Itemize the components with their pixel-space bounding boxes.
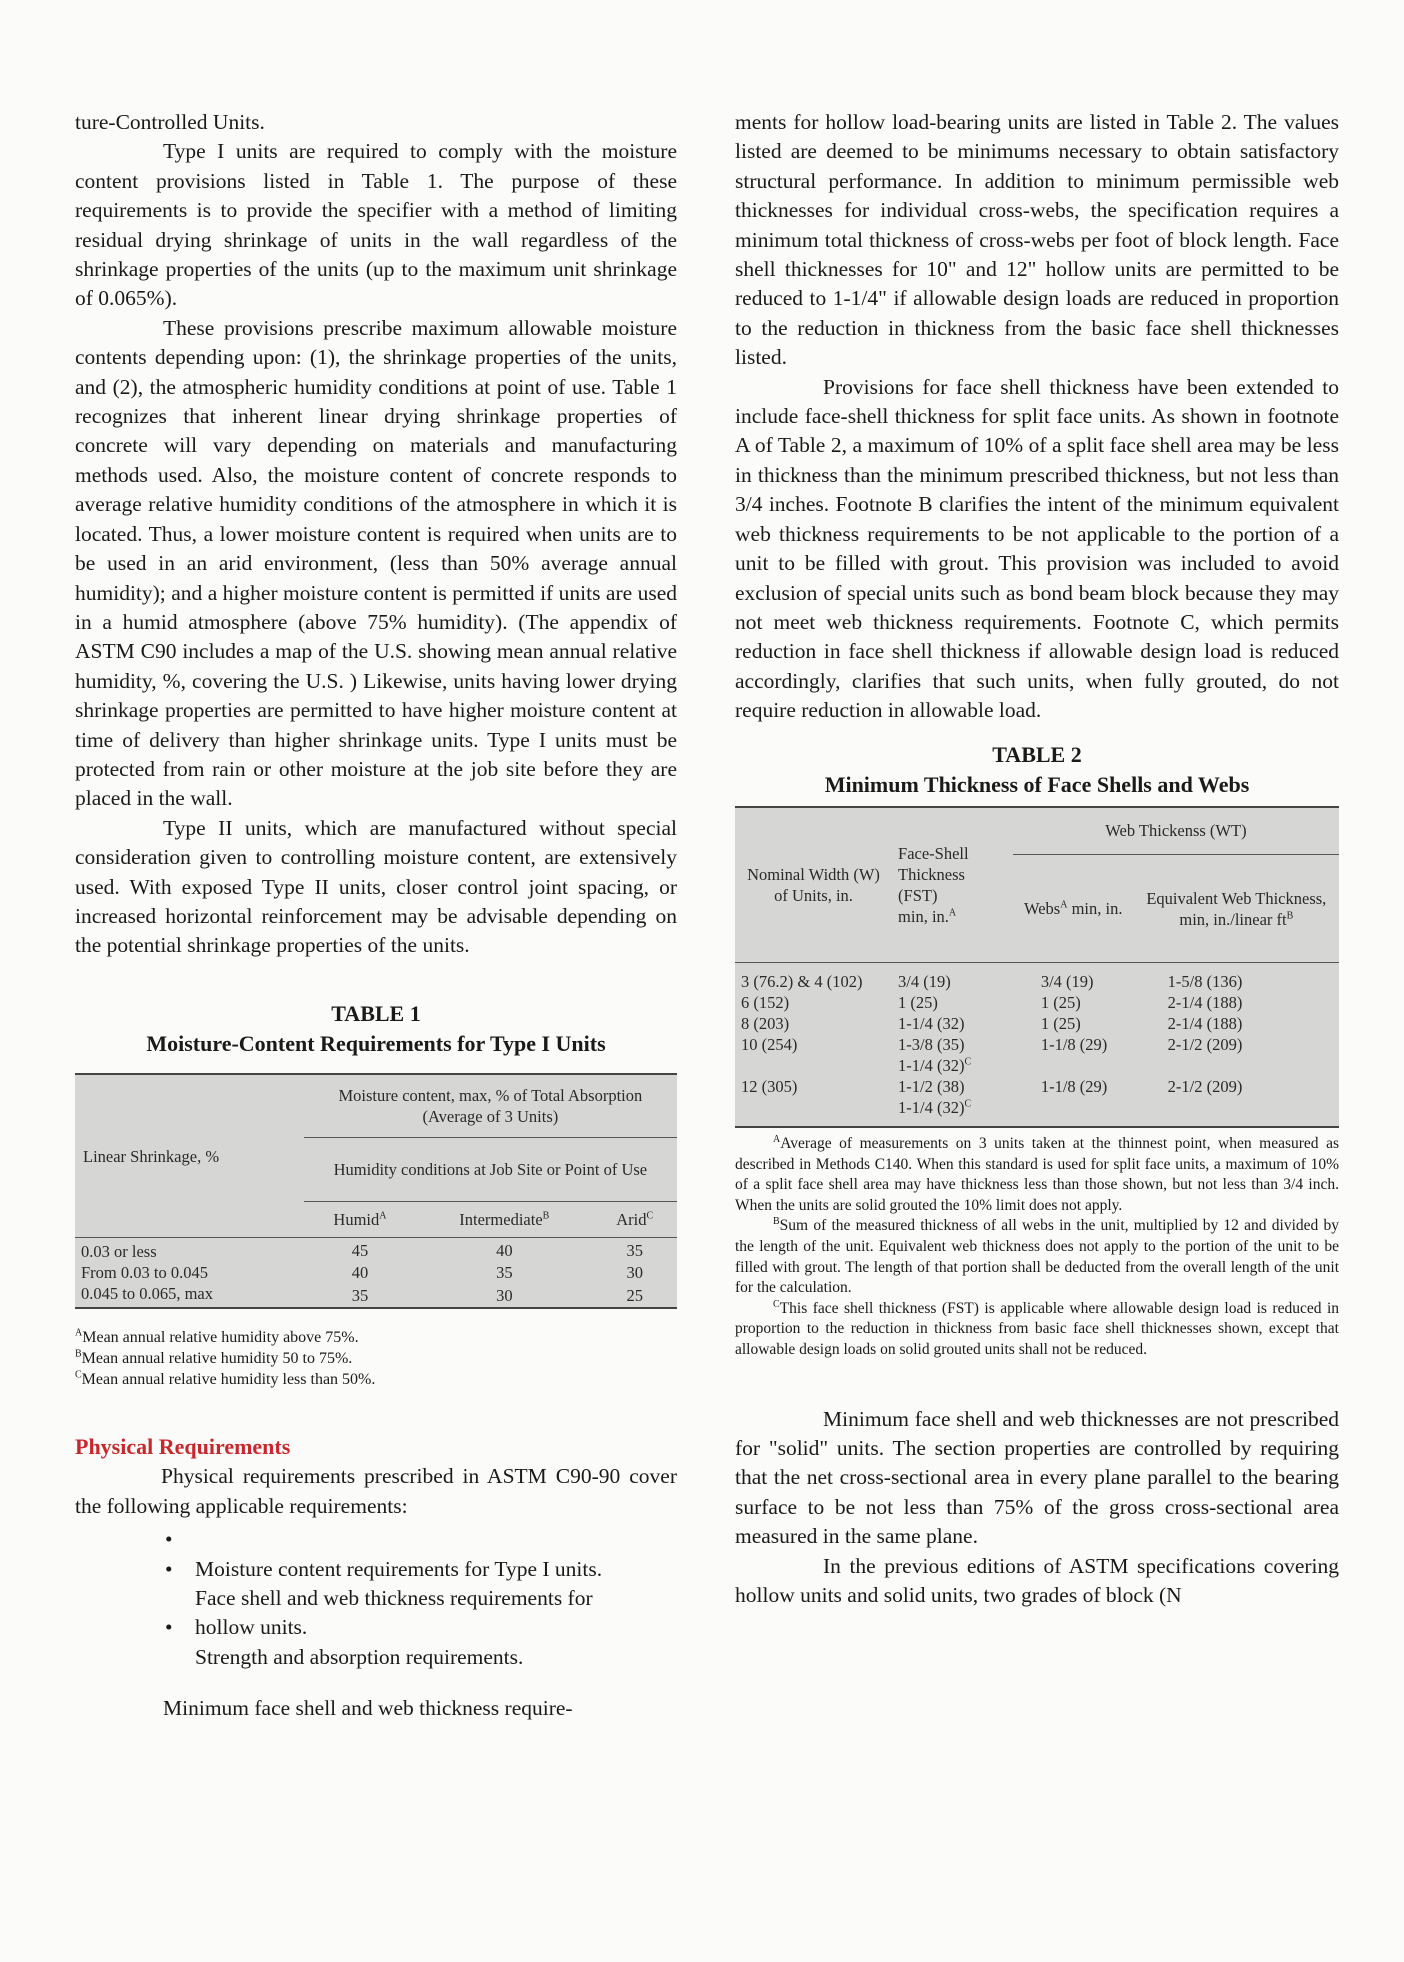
table2 xyxy=(735,806,1339,1129)
table-row xyxy=(735,1034,1339,1076)
table-cell: 1-1/2 (38) 1-1/4 $(32)^C$ xyxy=(898,1077,972,1118)
table-row xyxy=(735,1013,1339,1034)
table-row xyxy=(735,992,1339,1013)
table1-footnotes xyxy=(75,1327,677,1390)
table1-group2: Humidity conditions at Job Site or Point of Use xyxy=(304,1138,677,1202)
table-cell: 0.03 or less xyxy=(81,1242,157,1262)
list-item: • xyxy=(165,1527,173,1552)
paragraph: ments for hollow load-bearing units are listed in Table 2. The values listed are deemed to be minimums necessary to obtain satisfactory structural performance. In addition to minimum permissible web thicknesses for individual cross-webs, the specification requires a minimum total thickness of cross-webs per foot of block length. Face shell thicknesses for 10" and 12" hollow units are permitted to be reduced to 1-1/4" if allowable design loads are reduced in proportion to the reduction in thickness from the basic face shell thicknesses listed. xyxy=(735,110,1339,370)
paragraph: In the previous editions of ASTM specifications covering hollow units and solid units, two grades of block (N xyxy=(735,1553,1339,1607)
table-row xyxy=(735,963,1339,993)
bullet-list xyxy=(75,1525,677,1672)
table-cell: 40 xyxy=(496,1240,513,1260)
table-cell: 3/4 (19) xyxy=(1040,972,1094,992)
table-cell: 2-1/4 (188) xyxy=(1167,1014,1243,1034)
table1-group1: Moisture content, max, % of Total Absorption (Average of 3 Units) xyxy=(304,1074,677,1138)
paragraph: These provisions prescribe maximum allowable moisture contents depending upon: (1), the shrinkage properties of the units, and (2), the atmospheric humidity conditions at point of use. Table 1 recognizes that inherent linear drying shrinkage properties of concrete will vary depending on materials and manufacturing methods used. Also, the moisture content of concrete responds to average relative humidity conditions of the atmosphere in which it is located. Thus, a lower moisture content is required when units are to be used in an arid environment, (less than 50% average annual humidity); and a higher moisture content is permitted if units are used in a humid atmosphere (above 75% humidity). (The appendix of ASTM C90 includes a map of the U.S. showing mean annual relative humidity, %, covering the U.S. ) Likewise, units having lower drying shrinkage properties are permitted to have higher moisture content at time of delivery than higher shrinkage units. Type I units must be protected from rain or other moisture at the job site before they are placed in the wall. xyxy=(75,315,677,811)
paragraph: Minimum face shell and web thickness require- xyxy=(163,1696,573,1721)
table2-label: TABLE 2 xyxy=(992,741,1082,767)
table1-col-intermediate: Intermediate$^B$ xyxy=(459,1210,550,1230)
table1-caption xyxy=(75,999,677,1059)
table-cell: 35 xyxy=(351,1285,369,1305)
table-row xyxy=(735,1076,1339,1127)
list-item: • hollow units. Strength and absorption requirements. xyxy=(165,1615,524,1669)
table-cell: 1 (25) xyxy=(1040,1014,1081,1034)
table-row xyxy=(75,1262,677,1283)
paragraph: Provisions for face shell thickness have been extended to include face-shell thickness for split face units. As shown in footnote A of Table 2, a maximum of 10% of a split face shell area may be less in thickness than the minimum prescribed thickness, but not less than 3/4 inches. Footnote B clarifies the intent of the minimum equivalent web thickness requirements to be not applicable to the portion of a unit to be filled with grout. This provision was included to avoid exclusion of special units such as bond beam block because they may not meet web thickness requirements. Footnote C, which permits reduction in face shell thickness if allowable design load is reduced accordingly, clarifies that such units, when fully grouted, do not require reduction in allowable load. xyxy=(735,374,1339,723)
left-column xyxy=(75,108,677,1724)
table1 xyxy=(75,1073,677,1310)
paragraph: Minimum face shell and web thicknesses are not prescribed for "solid" units. The section properties are controlled by requiring that the net cross-sectional area in every plane parallel to the bearing surface to be not less than 75% of the gross cross-sectional area measured in the same plane. xyxy=(735,1406,1339,1549)
table-cell: 30 xyxy=(496,1285,513,1305)
footnote: $^B$Mean annual relative humidity 50 to 75%. xyxy=(75,1348,353,1368)
table-cell: 8 (203) xyxy=(741,1014,790,1034)
table-row xyxy=(75,1238,677,1263)
table2-group: Web Thickenss (WT) xyxy=(1013,807,1339,855)
table-cell: 2-1/2 (209) xyxy=(1167,1077,1243,1097)
footnote: $^B$Sum of the measured thickness of all webs in the unit, multiplied by 12 and divided by the length of the unit. Equivalent web thickness does not apply to the portion of the unit to be filled with grout. The length of that portion shall be deducted from the overall length of the unit for the calculation. xyxy=(735,1216,1339,1297)
table2-col-eq: Equivalent Web Thickness, min, in./linear $ft^B$ xyxy=(1146,888,1327,929)
paragraph: ture-Controlled Units. xyxy=(75,110,265,134)
table-cell: 35 xyxy=(496,1263,513,1283)
table1-col-arid: Arid$^C$ xyxy=(616,1210,654,1230)
table-cell: 1-1/8 (29) xyxy=(1040,1035,1108,1055)
table1-title: Moisture-Content Requirements for Type I Units xyxy=(146,1030,606,1056)
table-cell: 35 xyxy=(626,1240,643,1260)
paragraph: Physical requirements prescribed in ASTM C90-90 cover the following applicable requirements: xyxy=(75,1464,677,1518)
table-cell: 45 xyxy=(351,1240,369,1260)
list-item: • Moisture content requirements for Type I units. Face shell and web thickness requirements for xyxy=(165,1556,603,1610)
table-cell: 1-1/8 (29) xyxy=(1040,1077,1108,1097)
table-cell: 3/4 (19) xyxy=(898,972,951,992)
paragraph: Type II units, which are manufactured without special consideration given to controlling moisture content, are extensively used. With exposed Type II units, closer control joint spacing, or increased horizontal reinforcement may be advisable depending on the potential shrinkage properties of the units. xyxy=(75,815,677,958)
table-cell: 2-1/2 (209) xyxy=(1167,1035,1243,1055)
footnote: $^A$Mean annual relative humidity above 75%. xyxy=(75,1327,359,1347)
table-cell: 30 xyxy=(626,1263,643,1283)
table2-col-webs: Webs$^A$ min, in. xyxy=(1023,899,1123,919)
table-cell: 1-1/4 (32) xyxy=(898,1014,965,1034)
section-heading: Physical Requirements xyxy=(75,1434,291,1460)
table-cell: 12 (305) xyxy=(741,1077,798,1097)
table1-label: TABLE 1 xyxy=(331,1000,421,1026)
table-cell: 40 xyxy=(351,1263,369,1283)
paragraph: Type I units are required to comply with the moisture content provisions listed in Table 1. The purpose of these requirements is to provide the specifier with a method of limiting residual drying shrinkage of units in the wall regardless of the shrinkage properties of the units (up to the maximum unit shrinkage of 0.065%). xyxy=(75,139,677,311)
table-cell: 1-3/8 (35) 1-1/4 $(32)^C$ xyxy=(898,1035,972,1076)
table1-col-humid: Humid$^A$ xyxy=(333,1210,387,1230)
right-column xyxy=(735,108,1339,1610)
footnote: $^A$Average of measurements on 3 units taken at the thinnest point, when measured as described in Methods C140. When this standard is used for split face units, a maximum of 10% of a split face shell area may have thickness less than those shown, but not less than 3/4 inch. When the units are solid grouted the 10% limit does not apply. xyxy=(735,1133,1339,1214)
table2-col-fst: Face-Shell Thickness (FST) min, in.$^A$ xyxy=(898,843,969,926)
table-cell: From 0.03 to 0.045 xyxy=(81,1263,208,1283)
footnote: $^C$Mean annual relative humidity less than 50%. xyxy=(75,1369,376,1389)
table2-caption xyxy=(735,740,1339,800)
table2-footnotes xyxy=(735,1134,1339,1361)
table-cell: 1 (25) xyxy=(898,993,938,1013)
table-cell: 3 (76.2) & 4 (102) xyxy=(741,972,863,992)
table-cell: 6 (152) xyxy=(741,993,790,1013)
table-row xyxy=(75,1283,677,1308)
table-cell: 1 (25) xyxy=(1040,993,1081,1013)
footnote: $^C$This face shell thickness (FST) is applicable where allowable design load is reduced in proportion to the reduction in thickness from basic face shell thicknesses shown, except that allowable design loads on solid grouted units shall not be reduced. xyxy=(735,1298,1339,1358)
table-cell: 1-5/8 (136) xyxy=(1167,972,1243,992)
table-cell: 0.045 to 0.065, max xyxy=(81,1284,213,1304)
table-cell: 25 xyxy=(626,1285,643,1305)
table1-row-header: Linear Shrinkage, % xyxy=(83,1146,220,1166)
table-cell: 2-1/4 (188) xyxy=(1167,993,1243,1013)
table-cell: 10 (254) xyxy=(741,1035,798,1055)
table2-title: Minimum Thickness of Face Shells and Webs xyxy=(824,771,1250,797)
table2-col-width: Nominal Width (W) of Units, in. xyxy=(747,864,880,905)
